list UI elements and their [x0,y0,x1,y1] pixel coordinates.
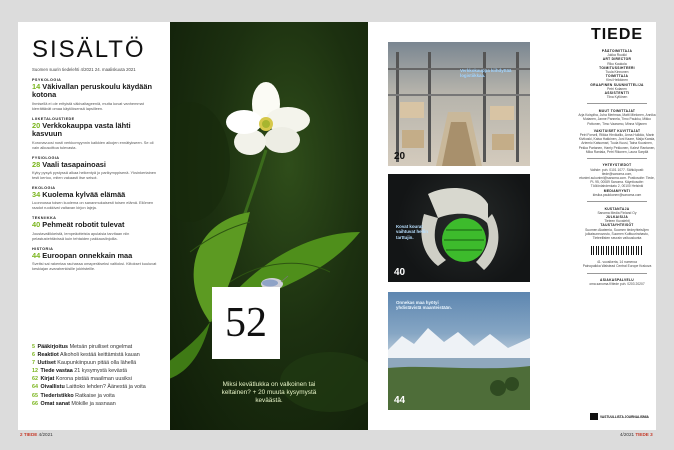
article-summary: Ihmisellä ei ole erityistä väkivaltageeniä, mutta kovat vanhemmat kierrättävät omaa käytöksensä lapsilleen. [32,100,144,111]
thumb-caption: Verkkokauppa kiihdyttää logistiikkaa. [460,68,512,79]
article-summary: Sveitsi sai rakentaa rauhassa omaperäiseksi valtioksi. Kiitokset kuuluvat keskiajan avarahenkisille jokiristeille. [32,261,157,272]
cover-photo-anemone[interactable] [170,22,368,430]
print-info: 41. vuosikerta, 14 numeroa Painopaikka Walstead Central Europe Krakova [582,260,652,269]
section-head: FYSIOLOGIA [32,155,60,160]
article-summary: Kyky pysyä pystyssä alkaa heikentyä jo parikymppisenä. Yksinkertainen testi kertoo, miten vakaasti itse seisot. [32,170,157,181]
magazine-spread [18,22,656,430]
tiede-logo[interactable]: TIEDE [590,26,644,43]
list-item[interactable]: 6 Reaktiot Alkoholi kestää keittämistä kauan [32,352,140,359]
divider [587,273,647,274]
section-head: TEKNIIKKA [32,216,57,221]
toc-article[interactable] [32,216,158,240]
article-title: 44 Euroopan onnekkain maa [32,250,133,260]
article-title: 20 Verkkokauppa vasta lähti kasvuun [32,120,131,139]
publisher-block: KUSTANTAJA Sanoma Media Finland Oy JULKAISIJA Tieteen Kuvalehti TAUSTAYHTEISÖT Suomen Akatemia, Suomen tiedeyhteisöjen julkaisuneuvosto, Suomen Kulttuurirahasto, Tieteellisten seurain valtuuskunta [585,206,649,241]
article-summary: Luonnossa toisen kuolema on sananmukaisesti toisen elämä. Eliömen raadot ruokkivat valtavan kirjon lajeja. [32,200,154,211]
left-folio: 2 TIEDE 4/2021 [20,432,53,437]
staff-block: PÄÄTOIMITTAJA Jukka Ruukki ART DIRECTOR Riku Kaukola TOIMITUSSIHTEERI Tuula Kinnunen TOIMITTAJA Kirsi Heikkinen GRAAFINEN SUUNNITTELIJA Petri Kolanen ASSISTENTTI Tiina Kyllönen [590,49,644,100]
page-number: 20 [394,151,406,162]
list-item[interactable]: 7 Uutiset Kaupunkiinpuun pitää olla lähellä [32,360,137,367]
toc-article[interactable] [32,247,158,271]
thumb-caption: Onnekas maa hyötyi yhdistävistä maanteistään. [396,300,452,311]
list-item[interactable]: 64 Oivallistu Laittoko lehden? Äänestä ja voita [32,384,146,391]
page-title: SISÄLTÖ [32,36,146,63]
divider [587,158,647,159]
toc-article[interactable] [32,117,158,150]
issue-subtitle: Suomen suurin tiedelehti 4/2021 24. maaliskuuta 2021 [32,67,136,72]
toc-article[interactable] [32,78,158,111]
article-summary: Joustavaliikkeistä, lempeäotteista apulaisia tarvitaan niin pelastustehtävissä kuin tehtaiden pakkauslinjoilla. [32,230,130,241]
list-item[interactable]: 66 Omat sanat Mökille ja sasnaan [32,400,116,407]
page-number: 44 [394,395,406,406]
colophon [578,22,656,430]
section-head: LIIKETALOUSTIEDE [32,116,75,121]
section-head: PSYKOLOGIA [32,78,62,82]
divider [587,201,647,202]
article-title: 14 Väkivallan peruskoulu käydään kotona [32,82,152,100]
toc-article[interactable] [32,156,158,180]
responsible-journalism-badge: VASTUULLISTA JOURNALISMIA [590,413,649,420]
contact-block: YHTEYSTIEDOT Vaihde: puh. 0101 1077. Sähköposti: tiede@sanoma.com, etunimi.sukunimi@sanoma.com. Postiosoite: Tiede, PL 95, 00089 Sanoma. Käyntiosoite: Töölönlahdenkatu 2, 00100 Helsinki MEDIAMYYNTI kirsika.paukkonen@sanoma.com [579,163,655,197]
thumb-warehouse[interactable] [388,42,530,166]
thumb-soft-robot[interactable] [388,174,530,282]
anemone-flower [226,82,310,155]
page-number: 40 [394,267,406,278]
article-title: 40 Pehmeät robotit tulevat [32,220,125,230]
thumb-caption: Kovat kourat vaihtuvat hellin tarttujin. [396,224,428,240]
issn-barcode [591,246,643,255]
question-number-box: 52 [212,287,280,359]
section-head: EKOLOGIA [32,186,56,191]
thumb-swiss-landscape[interactable] [388,292,530,410]
section-head: HISTORIA [32,246,54,251]
customer-service: ASIAKASPALVELU oma.sanoma.fi/tiede puh. 0203 20207 [589,278,645,287]
photo-caption: Miksi kevätlukka on valkoinen tai keltainen? + 20 muuta kysymystä keväästä. [221,381,317,404]
right-folio: 4/2021 TIEDE 3 [620,432,653,437]
article-summary: Koronavuosi nosti verkkomyynnin kaikkien aikojen ennätykseen. Se oli vain alkusoittoa tulevasta. [32,139,154,150]
warehouse-illustration [388,42,530,166]
list-item[interactable]: 62 Kirjat Korona pistää maailman uusiksi [32,376,132,383]
jsn-logo-icon [590,413,598,420]
toc-article[interactable] [32,186,158,210]
list-item[interactable]: 12 Tiede vastaa 21 kysymystä kevästä [32,368,127,375]
divider [587,103,647,104]
leaves-illustration [170,22,368,430]
list-item[interactable]: 65 Tiederistikko Ratkaise ja voita [32,392,115,399]
list-item[interactable]: 5 Pääkirjoitus Metsän piruiliset ongelmat [32,344,133,350]
article-title: 34 Kuolema kylvää elämää [32,190,126,200]
contributors-block: MUUT TOIMITTAJAT Arja Koispiha, Juha Merimaa, Matti Mielonen, Annika Mutanen, Janne Pannela, Timo Paukku, Mikko Pottonen, Timo Vaaramo, Minna Viljanen VAKITUISET KUVITTAJAT Petri Forsell, Riikka Hirvikallio, Anna Hulkkio, Marin Kivikoski, Kaisa Hakkinen, Joni Kaare, Maija Karala, Artemio Katsumari, Tuula Kuusi, Taina Kuusinen, Pekka Partanen, Harriy Pekkonen, Kalevi Rantanen, Mika Rantala, Petri Rikonen, Laura Sarpilä [578,108,656,154]
regular-sections-list [32,343,170,408]
article-title: 28 Vaali tasapainoasi [32,159,106,169]
